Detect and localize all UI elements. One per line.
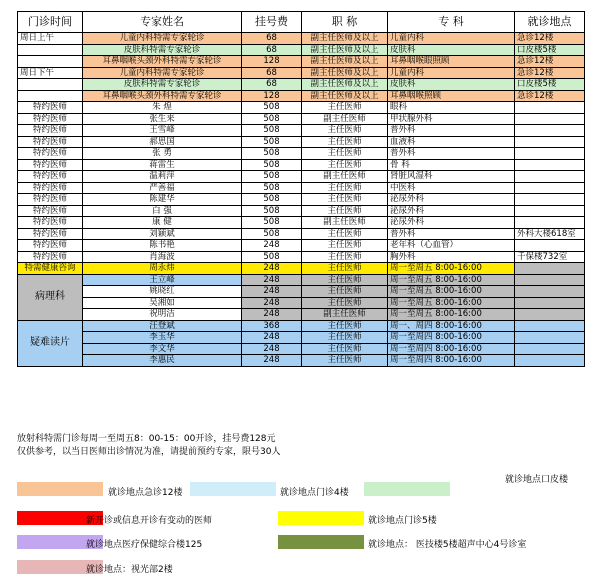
title-cell: 副主任医师 bbox=[302, 171, 388, 183]
name-cell: 白 强 bbox=[83, 205, 242, 217]
location-cell bbox=[515, 286, 585, 298]
time-cell: 特约医师 bbox=[18, 182, 83, 194]
name-cell: 陈书艳 bbox=[83, 240, 242, 252]
specialty-cell: 周一至周五 8:00-16:00 bbox=[388, 297, 515, 309]
fee-cell: 248 bbox=[242, 355, 302, 367]
header-time: 门诊时间 bbox=[18, 12, 83, 33]
specialty-cell: 中医科 bbox=[388, 182, 515, 194]
title-cell: 副主任医师及以上 bbox=[302, 33, 388, 45]
specialty-cell: 周一至周五 8:00-16:00 bbox=[388, 263, 515, 275]
title-cell: 主任医师 bbox=[302, 228, 388, 240]
specialty-cell: 耳鼻咽喉眼照顾 bbox=[388, 56, 515, 68]
name-cell: 王雪峰 bbox=[83, 125, 242, 137]
title-cell: 副主任医师及以上 bbox=[302, 79, 388, 91]
table-row bbox=[18, 102, 585, 114]
specialty-cell: 泌尿外科 bbox=[388, 205, 515, 217]
location-cell: 急诊12楼 bbox=[515, 33, 585, 45]
table-row bbox=[18, 44, 585, 56]
location-cell bbox=[515, 297, 585, 309]
legend-swatch-green bbox=[364, 482, 450, 496]
time-cell: 周日上午 bbox=[18, 33, 83, 45]
fee-cell: 68 bbox=[242, 67, 302, 79]
location-cell bbox=[515, 136, 585, 148]
location-cell bbox=[515, 159, 585, 171]
name-cell: 张 勇 bbox=[83, 148, 242, 160]
fee-cell: 248 bbox=[242, 309, 302, 321]
table-row bbox=[18, 125, 585, 137]
title-cell: 主任医师 bbox=[302, 286, 388, 298]
title-cell: 主任医师 bbox=[302, 182, 388, 194]
name-cell: 周永炜 bbox=[83, 263, 242, 275]
fee-cell: 128 bbox=[242, 90, 302, 102]
name-cell: 李惠民 bbox=[83, 355, 242, 367]
time-cell: 特约医师 bbox=[18, 251, 83, 263]
specialty-cell: 泌尿外科 bbox=[388, 194, 515, 206]
table-row bbox=[18, 33, 585, 45]
name-cell: 朱 煌 bbox=[83, 102, 242, 114]
location-cell: 急诊12楼 bbox=[515, 56, 585, 68]
legend-swatch-orange bbox=[17, 482, 103, 496]
location-cell bbox=[515, 194, 585, 206]
fee-cell: 248 bbox=[242, 332, 302, 344]
name-cell: 吴湘如 bbox=[83, 297, 242, 309]
header-name: 专家姓名 bbox=[83, 12, 242, 33]
location-cell bbox=[515, 274, 585, 286]
location-cell: 口皮楼5楼 bbox=[515, 79, 585, 91]
legend-swatch-lightblue bbox=[190, 482, 276, 496]
time-cell: 特约医师 bbox=[18, 159, 83, 171]
table-row bbox=[18, 217, 585, 229]
location-cell bbox=[515, 125, 585, 137]
reference-note: 仅供参考，以当日医师出诊情况为准，请提前预约专家，限号30人 bbox=[17, 447, 281, 457]
fee-cell: 68 bbox=[242, 33, 302, 45]
title-cell: 副主任医师及以上 bbox=[302, 67, 388, 79]
radiology-note: 放射科特需门诊每周一至周五8：00-15：00开诊，挂号费128元 bbox=[17, 434, 276, 444]
table-row bbox=[18, 332, 585, 344]
specialty-cell: 泌尿外科 bbox=[388, 217, 515, 229]
fee-cell: 508 bbox=[242, 148, 302, 160]
fee-cell: 508 bbox=[242, 228, 302, 240]
title-cell: 副主任医师及以上 bbox=[302, 56, 388, 68]
title-cell: 主任医师 bbox=[302, 320, 388, 332]
time-cell: 周日下午 bbox=[18, 67, 83, 79]
table-row bbox=[18, 297, 585, 309]
table-row bbox=[18, 136, 585, 148]
specialty-cell: 周一、周四 8:00-16:00 bbox=[388, 320, 515, 332]
table-row bbox=[18, 113, 585, 125]
location-cell bbox=[515, 343, 585, 355]
header-title: 职 称 bbox=[302, 12, 388, 33]
specialty-cell: 胸外科 bbox=[388, 251, 515, 263]
name-cell: 李玉华 bbox=[83, 332, 242, 344]
legend-label: 就诊地点门诊4楼 bbox=[280, 488, 349, 498]
fee-cell: 508 bbox=[242, 102, 302, 114]
specialty-cell: 周一至周五 8:00-16:00 bbox=[388, 286, 515, 298]
table-row bbox=[18, 309, 585, 321]
title-cell: 主任医师 bbox=[302, 274, 388, 286]
location-cell bbox=[515, 332, 585, 344]
name-cell: 汪登斌 bbox=[83, 320, 242, 332]
title-cell: 主任医师 bbox=[302, 263, 388, 275]
legend-swatch-olive bbox=[278, 535, 364, 549]
department-label: 疑难读片 bbox=[18, 320, 83, 366]
name-cell: 祝明洁 bbox=[83, 309, 242, 321]
fee-cell: 248 bbox=[242, 240, 302, 252]
location-cell bbox=[515, 102, 585, 114]
name-cell: 儿童内科特需专家轮诊 bbox=[83, 33, 242, 45]
fee-cell: 368 bbox=[242, 320, 302, 332]
time-cell bbox=[18, 90, 83, 102]
time-cell bbox=[18, 79, 83, 91]
title-cell: 主任医师 bbox=[302, 240, 388, 252]
fee-cell: 508 bbox=[242, 171, 302, 183]
fee-cell: 248 bbox=[242, 343, 302, 355]
name-cell: 张生来 bbox=[83, 113, 242, 125]
title-cell: 主任医师 bbox=[302, 343, 388, 355]
name-cell: 康 健 bbox=[83, 217, 242, 229]
name-cell: 刘颖斌 bbox=[83, 228, 242, 240]
header-row bbox=[18, 12, 585, 33]
location-cell: 急诊12楼 bbox=[515, 67, 585, 79]
fee-cell: 508 bbox=[242, 217, 302, 229]
name-cell: 蒋雷生 bbox=[83, 159, 242, 171]
specialty-cell: 周一至周四 8:00-16:00 bbox=[388, 332, 515, 344]
specialty-cell: 老年科（心血管） bbox=[388, 240, 515, 252]
title-cell: 主任医师 bbox=[302, 251, 388, 263]
table-row bbox=[18, 182, 585, 194]
legend-label: 就诊地点急诊12楼 bbox=[108, 488, 183, 498]
time-cell: 特约医师 bbox=[18, 113, 83, 125]
table-row bbox=[18, 240, 585, 252]
specialty-cell: 周一至周四 8:00-16:00 bbox=[388, 355, 515, 367]
fee-cell: 508 bbox=[242, 136, 302, 148]
location-cell bbox=[515, 171, 585, 183]
time-cell: 特约医师 bbox=[18, 148, 83, 160]
legend-swatch-yellow bbox=[278, 511, 364, 525]
name-cell: 皮肤科特需专家轮诊 bbox=[83, 44, 242, 56]
location-cell: 外科大楼618室 bbox=[515, 228, 585, 240]
title-cell: 副主任医师 bbox=[302, 217, 388, 229]
fee-cell: 508 bbox=[242, 159, 302, 171]
specialty-cell: 儿童内科 bbox=[388, 67, 515, 79]
fee-cell: 248 bbox=[242, 286, 302, 298]
schedule-body bbox=[18, 33, 585, 367]
specialty-cell: 骨 科 bbox=[388, 159, 515, 171]
table-row bbox=[18, 205, 585, 217]
specialty-cell: 周一至周四 8:00-16:00 bbox=[388, 343, 515, 355]
title-cell: 主任医师 bbox=[302, 194, 388, 206]
time-cell: 特需健康咨询 bbox=[18, 263, 83, 275]
specialty-cell: 耳鼻咽喉照顾 bbox=[388, 90, 515, 102]
fee-cell: 508 bbox=[242, 125, 302, 137]
header-specialty: 专 科 bbox=[388, 12, 515, 33]
location-cell: 千保楼732室 bbox=[515, 251, 585, 263]
name-cell: 温莉萍 bbox=[83, 171, 242, 183]
fee-cell: 248 bbox=[242, 263, 302, 275]
name-cell: 肖海波 bbox=[83, 251, 242, 263]
fee-cell: 128 bbox=[242, 56, 302, 68]
time-cell bbox=[18, 56, 83, 68]
title-cell: 主任医师 bbox=[302, 136, 388, 148]
legend-label: 就诊地点医疗保健综合楼125 bbox=[86, 540, 203, 550]
location-cell: 急诊12楼 bbox=[515, 90, 585, 102]
name-cell: 陈建华 bbox=[83, 194, 242, 206]
specialty-cell: 眼科 bbox=[388, 102, 515, 114]
title-cell: 主任医师 bbox=[302, 205, 388, 217]
location-cell bbox=[515, 217, 585, 229]
table-row bbox=[18, 274, 585, 286]
table-row bbox=[18, 251, 585, 263]
legend-label: 就诊地点：视光部2楼 bbox=[86, 565, 173, 575]
table-row bbox=[18, 56, 585, 68]
name-cell: 儿童内科特需专家轮诊 bbox=[83, 67, 242, 79]
title-cell: 主任医师 bbox=[302, 148, 388, 160]
location-cell bbox=[515, 182, 585, 194]
fee-cell: 68 bbox=[242, 79, 302, 91]
table-row bbox=[18, 263, 585, 275]
table-row bbox=[18, 320, 585, 332]
legend-label: 新开诊或信息开诊有变动的医师 bbox=[86, 516, 213, 526]
time-cell: 特约医师 bbox=[18, 125, 83, 137]
specialty-cell: 甲状腺外科 bbox=[388, 113, 515, 125]
specialty-cell: 血液科 bbox=[388, 136, 515, 148]
location-cell bbox=[515, 113, 585, 125]
name-cell: 耳鼻咽喉头颈外科特需专家轮诊 bbox=[83, 56, 242, 68]
name-cell: 李文华 bbox=[83, 343, 242, 355]
fee-cell: 508 bbox=[242, 182, 302, 194]
name-cell: 耳鼻咽喉头颈外科特需专家轮诊 bbox=[83, 90, 242, 102]
title-cell: 副主任医师 bbox=[302, 309, 388, 321]
time-cell: 特约医师 bbox=[18, 171, 83, 183]
title-cell: 副主任医师 bbox=[302, 113, 388, 125]
specialty-cell: 肾脏风湿科 bbox=[388, 171, 515, 183]
legend-label: 就诊地点口皮楼 bbox=[505, 475, 569, 485]
location-cell bbox=[515, 205, 585, 217]
title-cell: 主任医师 bbox=[302, 332, 388, 344]
table-row bbox=[18, 159, 585, 171]
table-row bbox=[18, 286, 585, 298]
location-cell bbox=[515, 263, 585, 275]
table-row bbox=[18, 171, 585, 183]
time-cell: 特约医师 bbox=[18, 205, 83, 217]
title-cell: 主任医师 bbox=[302, 102, 388, 114]
time-cell bbox=[18, 44, 83, 56]
fee-cell: 508 bbox=[242, 194, 302, 206]
location-cell bbox=[515, 320, 585, 332]
title-cell: 主任医师 bbox=[302, 125, 388, 137]
legend-label: 就诊地点： 医技楼5楼超声中心4号诊室 bbox=[368, 540, 527, 550]
specialty-cell: 普外科 bbox=[388, 228, 515, 240]
title-cell: 副主任医师及以上 bbox=[302, 44, 388, 56]
specialty-cell: 皮肤科 bbox=[388, 44, 515, 56]
location-cell bbox=[515, 355, 585, 367]
table-row bbox=[18, 228, 585, 240]
fee-cell: 248 bbox=[242, 274, 302, 286]
table-row bbox=[18, 343, 585, 355]
time-cell: 特约医师 bbox=[18, 228, 83, 240]
fee-cell: 68 bbox=[242, 44, 302, 56]
table-row bbox=[18, 194, 585, 206]
specialty-cell: 普外科 bbox=[388, 125, 515, 137]
header-location: 就诊地点 bbox=[515, 12, 585, 33]
legend-label: 就诊地点门诊5楼 bbox=[368, 516, 437, 526]
time-cell: 特约医师 bbox=[18, 240, 83, 252]
department-label: 病理科 bbox=[18, 274, 83, 320]
location-cell bbox=[515, 309, 585, 321]
name-cell: 皮肤科特需专家轮诊 bbox=[83, 79, 242, 91]
specialty-cell: 皮肤科 bbox=[388, 79, 515, 91]
header-fee: 挂号费 bbox=[242, 12, 302, 33]
location-cell bbox=[515, 240, 585, 252]
table-row bbox=[18, 90, 585, 102]
location-cell: 口皮楼5楼 bbox=[515, 44, 585, 56]
name-cell: 严善福 bbox=[83, 182, 242, 194]
title-cell: 主任医师 bbox=[302, 159, 388, 171]
specialty-cell: 儿童内科 bbox=[388, 33, 515, 45]
specialty-cell: 周一至周五 8:00-16:00 bbox=[388, 309, 515, 321]
time-cell: 特约医师 bbox=[18, 102, 83, 114]
table-row bbox=[18, 148, 585, 160]
specialty-cell: 周一至周五 8:00-16:00 bbox=[388, 274, 515, 286]
fee-cell: 508 bbox=[242, 113, 302, 125]
name-cell: 郝思国 bbox=[83, 136, 242, 148]
specialty-cell: 普外科 bbox=[388, 148, 515, 160]
title-cell: 副主任医师及以上 bbox=[302, 90, 388, 102]
table-row bbox=[18, 67, 585, 79]
title-cell: 主任医师 bbox=[302, 297, 388, 309]
time-cell: 特约医师 bbox=[18, 194, 83, 206]
fee-cell: 248 bbox=[242, 297, 302, 309]
name-cell: 王立峰 bbox=[83, 274, 242, 286]
location-cell bbox=[515, 148, 585, 160]
table-row bbox=[18, 355, 585, 367]
fee-cell: 508 bbox=[242, 251, 302, 263]
time-cell: 特约医师 bbox=[18, 136, 83, 148]
title-cell: 主任医师 bbox=[302, 355, 388, 367]
time-cell: 特约医师 bbox=[18, 217, 83, 229]
name-cell: 姚晓红 bbox=[83, 286, 242, 298]
table-row bbox=[18, 79, 585, 91]
fee-cell: 508 bbox=[242, 205, 302, 217]
schedule-table bbox=[17, 11, 585, 367]
